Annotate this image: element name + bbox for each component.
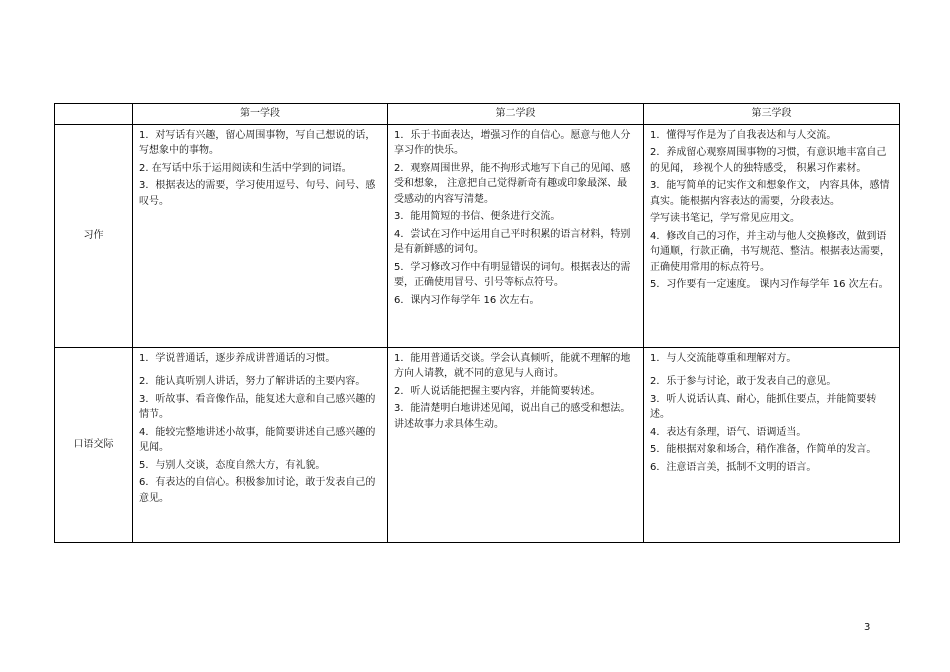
list-item: 4．能较完整地讲述小故事，能简要讲述自己感兴趣的见闻。 bbox=[139, 426, 376, 453]
cell-writing-stage-1 bbox=[133, 124, 388, 347]
list-item: 4．尝试在习作中运用自己平时积累的语言材料，特别是有新鲜感的词句。 bbox=[394, 228, 631, 255]
list-item: 2．听人说话能把握主要内容，并能简要转述。 bbox=[394, 385, 601, 397]
list-item: 1．乐于书面表达，增强习作的自信心。愿意与他人分享习作的快乐。 bbox=[394, 129, 631, 156]
cell-oral-stage-2 bbox=[388, 347, 644, 542]
list-item: 1．能用普通话交谈。学会认真倾听，能就不理解的地方向人请教，就不同的意见与人商讨。 bbox=[394, 352, 631, 379]
cell-writing-stage-2 bbox=[388, 124, 644, 347]
list-item: 2．乐于参与讨论，敢于发表自己的意见。 bbox=[650, 376, 837, 387]
list-item: 5．能根据对象和场合，稍作准备，作简单的发言。 bbox=[650, 444, 877, 455]
list-item: 6．有表达的自信心。积极参加讨论，敢于发表自己的意见。 bbox=[139, 477, 376, 504]
list-item: 4．表达有条理，语气、语调适当。 bbox=[650, 426, 807, 438]
cell-oral-stage-3 bbox=[644, 347, 900, 542]
list-item: 学写读书笔记，学写常见应用文。 bbox=[650, 213, 800, 224]
list-item: 2．观察周围世界，能不拘形式地写下自己的见闻、感受和想象， 注意把自己觉得新奇有趣或印象最深、最受感动的内容写清楚。 bbox=[394, 162, 631, 205]
list-item: 6．注意语言美，抵制不文明的语言。 bbox=[650, 461, 817, 473]
list-item: 4．修改自己的习作，并主动与他人交换修改，做到语句通顺，行款正确，书写规范、整洁。根据表达需要，正确使用常用的标点符号。 bbox=[650, 230, 890, 273]
list-item: 1．与人交流能尊重和理解对方。 bbox=[650, 352, 797, 364]
cell-oral-stage-1 bbox=[133, 347, 388, 542]
list-item: 1．对写话有兴趣，留心周围事物，写自己想说的话，写想象中的事物。 bbox=[139, 129, 376, 156]
list-item: 5．习作要有一定速度。 课内习作每学年 16 次左右。 bbox=[650, 279, 889, 290]
page-number: 3 bbox=[864, 622, 871, 633]
header-stage-3: 第三学段 bbox=[644, 104, 900, 125]
cell-writing-stage-3 bbox=[644, 124, 900, 347]
table-row-oral-communication bbox=[55, 347, 900, 542]
list-item: 1．懂得写作是为了自我表达和与人交流。 bbox=[650, 129, 837, 141]
list-item: 3．能清楚明白地讲述见闻，说出自己的感受和想法。讲述故事力求具体生动。 bbox=[394, 403, 631, 430]
table-header-row bbox=[55, 104, 900, 125]
list-item: 1．学说普通话，逐步养成讲普通话的习惯。 bbox=[139, 352, 336, 364]
list-item: 2．能认真听别人讲话，努力了解讲话的主要内容。 bbox=[139, 376, 366, 387]
row-label-oral-communication: 口语交际 bbox=[55, 347, 133, 542]
header-cell-empty bbox=[55, 104, 133, 125]
row-label-writing: 习作 bbox=[55, 124, 133, 347]
list-item: 3．听人说话认真、耐心，能抓住要点，并能简要转述。 bbox=[650, 393, 877, 420]
list-item: 3．听故事、看音像作品，能复述大意和自己感兴趣的情节。 bbox=[139, 393, 376, 420]
list-item: 5．与别人交谈，态度自然大方，有礼貌。 bbox=[139, 459, 326, 471]
header-stage-1: 第一学段 bbox=[133, 104, 388, 125]
list-item: 6．课内习作每学年 16 次左右。 bbox=[394, 294, 540, 306]
header-stage-2: 第二学段 bbox=[388, 104, 644, 125]
curriculum-table bbox=[54, 103, 900, 543]
list-item: 5．学习修改习作中有明显错误的词句。根据表达的需要，正确使用冒号、引号等标点符号。 bbox=[394, 261, 631, 288]
table-row-writing bbox=[55, 124, 900, 347]
list-item: 2．养成留心观察周围事物的习惯，有意识地丰富自己的见闻， 珍视个人的独特感受， 积累习作素材。 bbox=[650, 147, 887, 174]
list-item: 2. 在写话中乐于运用阅读和生活中学到的词语。 bbox=[139, 162, 352, 174]
list-item: 3．能用简短的书信、便条进行交流。 bbox=[394, 211, 561, 222]
list-item: 3．根据表达的需要，学习使用逗号、句号、问号、感叹号。 bbox=[139, 180, 376, 207]
list-item: 3．能写简单的记实作文和想象作文， 内容具体，感情真实。能根据内容表达的需要，分段表达。 bbox=[650, 180, 890, 207]
